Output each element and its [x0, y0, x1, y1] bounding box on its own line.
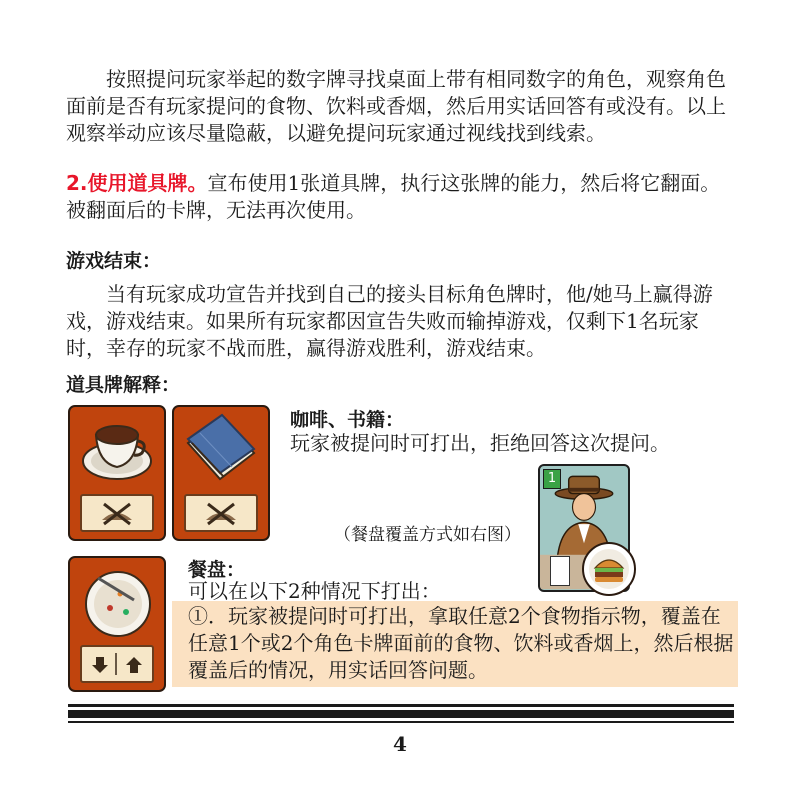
plate-rule1: ①．玩家被提问时可打出，拿取任意2个食物指示物，覆盖在任意1个或2个角色卡牌面前的食物、饮料或香烟上，然后根据覆盖后的情况，用实话回答问题。 — [188, 604, 734, 682]
coffee-book-title: 咖啡、书籍： — [290, 409, 405, 431]
book-plate — [184, 494, 258, 532]
use-prop-label: 2.使用道具牌。 — [66, 171, 208, 195]
no-icon — [186, 496, 256, 530]
use-prop-paragraph — [66, 170, 738, 224]
game-end-paragraph: 当有玩家成功宣告并找到自己的接头目标角色牌时，他/她马上赢得游戏，游戏结束。如果所有玩家都因宣告失败而输掉游戏，仅剩下1名玩家时，幸存的玩家不战而胜，赢得游戏胜利，游戏结束。 — [66, 282, 713, 360]
book-icon — [180, 413, 262, 487]
plate-card — [68, 556, 166, 692]
plate-icon — [76, 564, 158, 638]
game-end-heading: 游戏结束： — [66, 250, 162, 272]
props-heading: 道具牌解释： — [66, 374, 181, 396]
coffee-plate — [80, 494, 154, 532]
plate-text: 可以在以下2种情况下打出： — [188, 579, 441, 603]
coffee-card — [68, 405, 166, 541]
rule-thick — [68, 710, 734, 718]
no-icon — [82, 496, 152, 530]
burger-plate-icon — [580, 540, 638, 598]
coffee-cup-icon — [76, 413, 158, 487]
book-card — [172, 405, 270, 541]
use-prop-text: 宣布使用1张道具牌，执行这张牌的能力，然后将它翻面。被翻面后的卡牌，无法再次使用。 — [66, 171, 721, 222]
caption: （餐盘覆盖方式如右图） — [334, 525, 521, 545]
milk-carton-icon — [550, 556, 570, 586]
rule-thin-top — [68, 704, 734, 707]
flip-icon — [82, 647, 152, 681]
coffee-book-text: 玩家被提问时可打出，拒绝回答这次提问。 — [290, 431, 670, 455]
page-number: 4 — [393, 732, 407, 756]
plate-plate — [80, 645, 154, 683]
plate-title: 餐盘： — [188, 559, 246, 581]
character-number-badge: 1 — [543, 469, 561, 489]
observe-paragraph: 按照提问玩家举起的数字牌寻找桌面上带有相同数字的角色，观察角色面前是否有玩家提问的食物、饮料或香烟，然后用实话回答有或没有。以上观察举动应该尽量隐蔽，以避免提问玩家通过视线找到线索。 — [66, 67, 726, 145]
rule-thin-bottom — [68, 721, 734, 723]
